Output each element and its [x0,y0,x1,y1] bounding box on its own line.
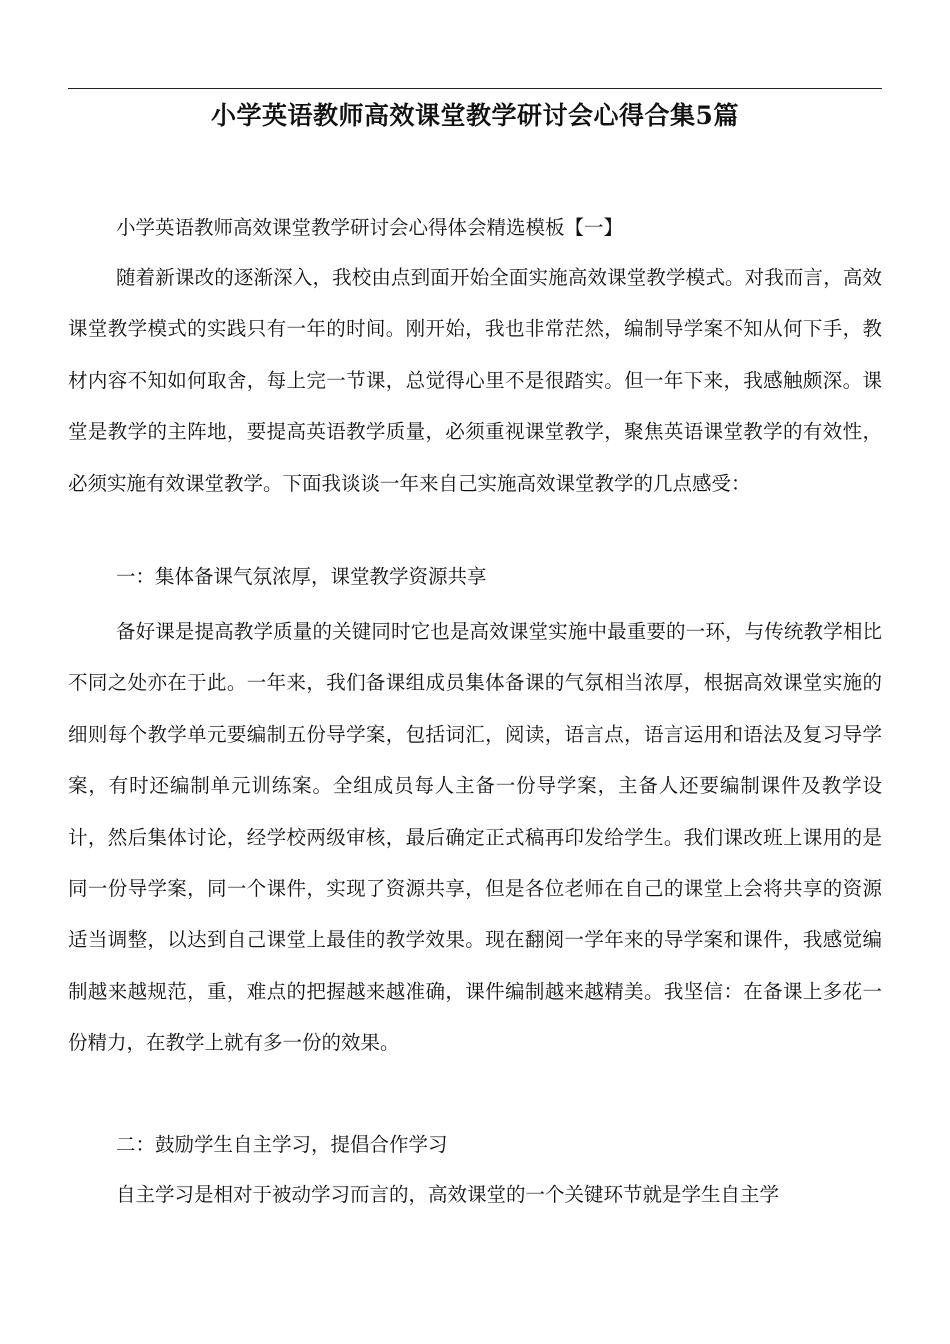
header-rule [68,88,882,89]
section-subtitle: 小学英语教师高效课堂教学研讨会心得体会精选模板【一】 [116,216,624,239]
section-heading-2: 二：鼓励学生自主学习，提倡合作学习 [116,1133,448,1156]
body-paragraph-intro: 随着新课改的逐渐深入，我校由点到面开始全面实施高效课堂教学模式。对我而言，高效课堂教学模式的实践只有一年的时间。刚开始，我也非常茫然，编制导学案不知从何下手，教材内容不知如何取舍，每上完一节课，总觉得心里不是很踏实。但一年下来，我感触颇深。课堂是教学的主阵地，要提高英语教学质量，必须重视课堂教学，聚焦英语课堂教学的有效性，必须实施有效课堂教学。下面我谈谈一年来自己实施高效课堂教学的几点感受： [68,266,882,495]
body-paragraph-self-study: 自主学习是相对于被动学习而言的，高效课堂的一个关键环节就是学生自主学 [116,1183,780,1206]
body-paragraph-lesson-prep: 备好课是提高教学质量的关键同时它也是高效课堂实施中最重要的一环，与传统教学相比不同之处亦在于此。一年来，我们备课组成员集体备课的气氛相当浓厚，根据高效课堂实施的细则每个教学单元要编制五份导学案，包括词汇，阅读，语言点，语言运用和语法及复习导学案，有时还编制单元训练案。全组成员每人主备一份导学案，主备人还要编制课件及教学设计，然后集体讨论，经学校两级审核，最后确定正式稿再印发给学生。我们课改班上课用的是同一份导学案，同一个课件，实现了资源共享，但是各位老师在自己的课堂上会将共享的资源适当调整，以达到自己课堂上最佳的教学效果。现在翻阅一学年来的导学案和课件，我感觉编制越来越规范，重，难点的把握越来越准确，课件编制越来越精美。我坚信：在备课上多花一份精力，在教学上就有多一份的效果。 [68,620,882,1055]
page-title: 小学英语教师高效课堂教学研讨会心得合集5篇 [211,101,739,130]
section-heading-1: 一：集体备课气氛浓厚，课堂教学资源共享 [116,565,487,588]
